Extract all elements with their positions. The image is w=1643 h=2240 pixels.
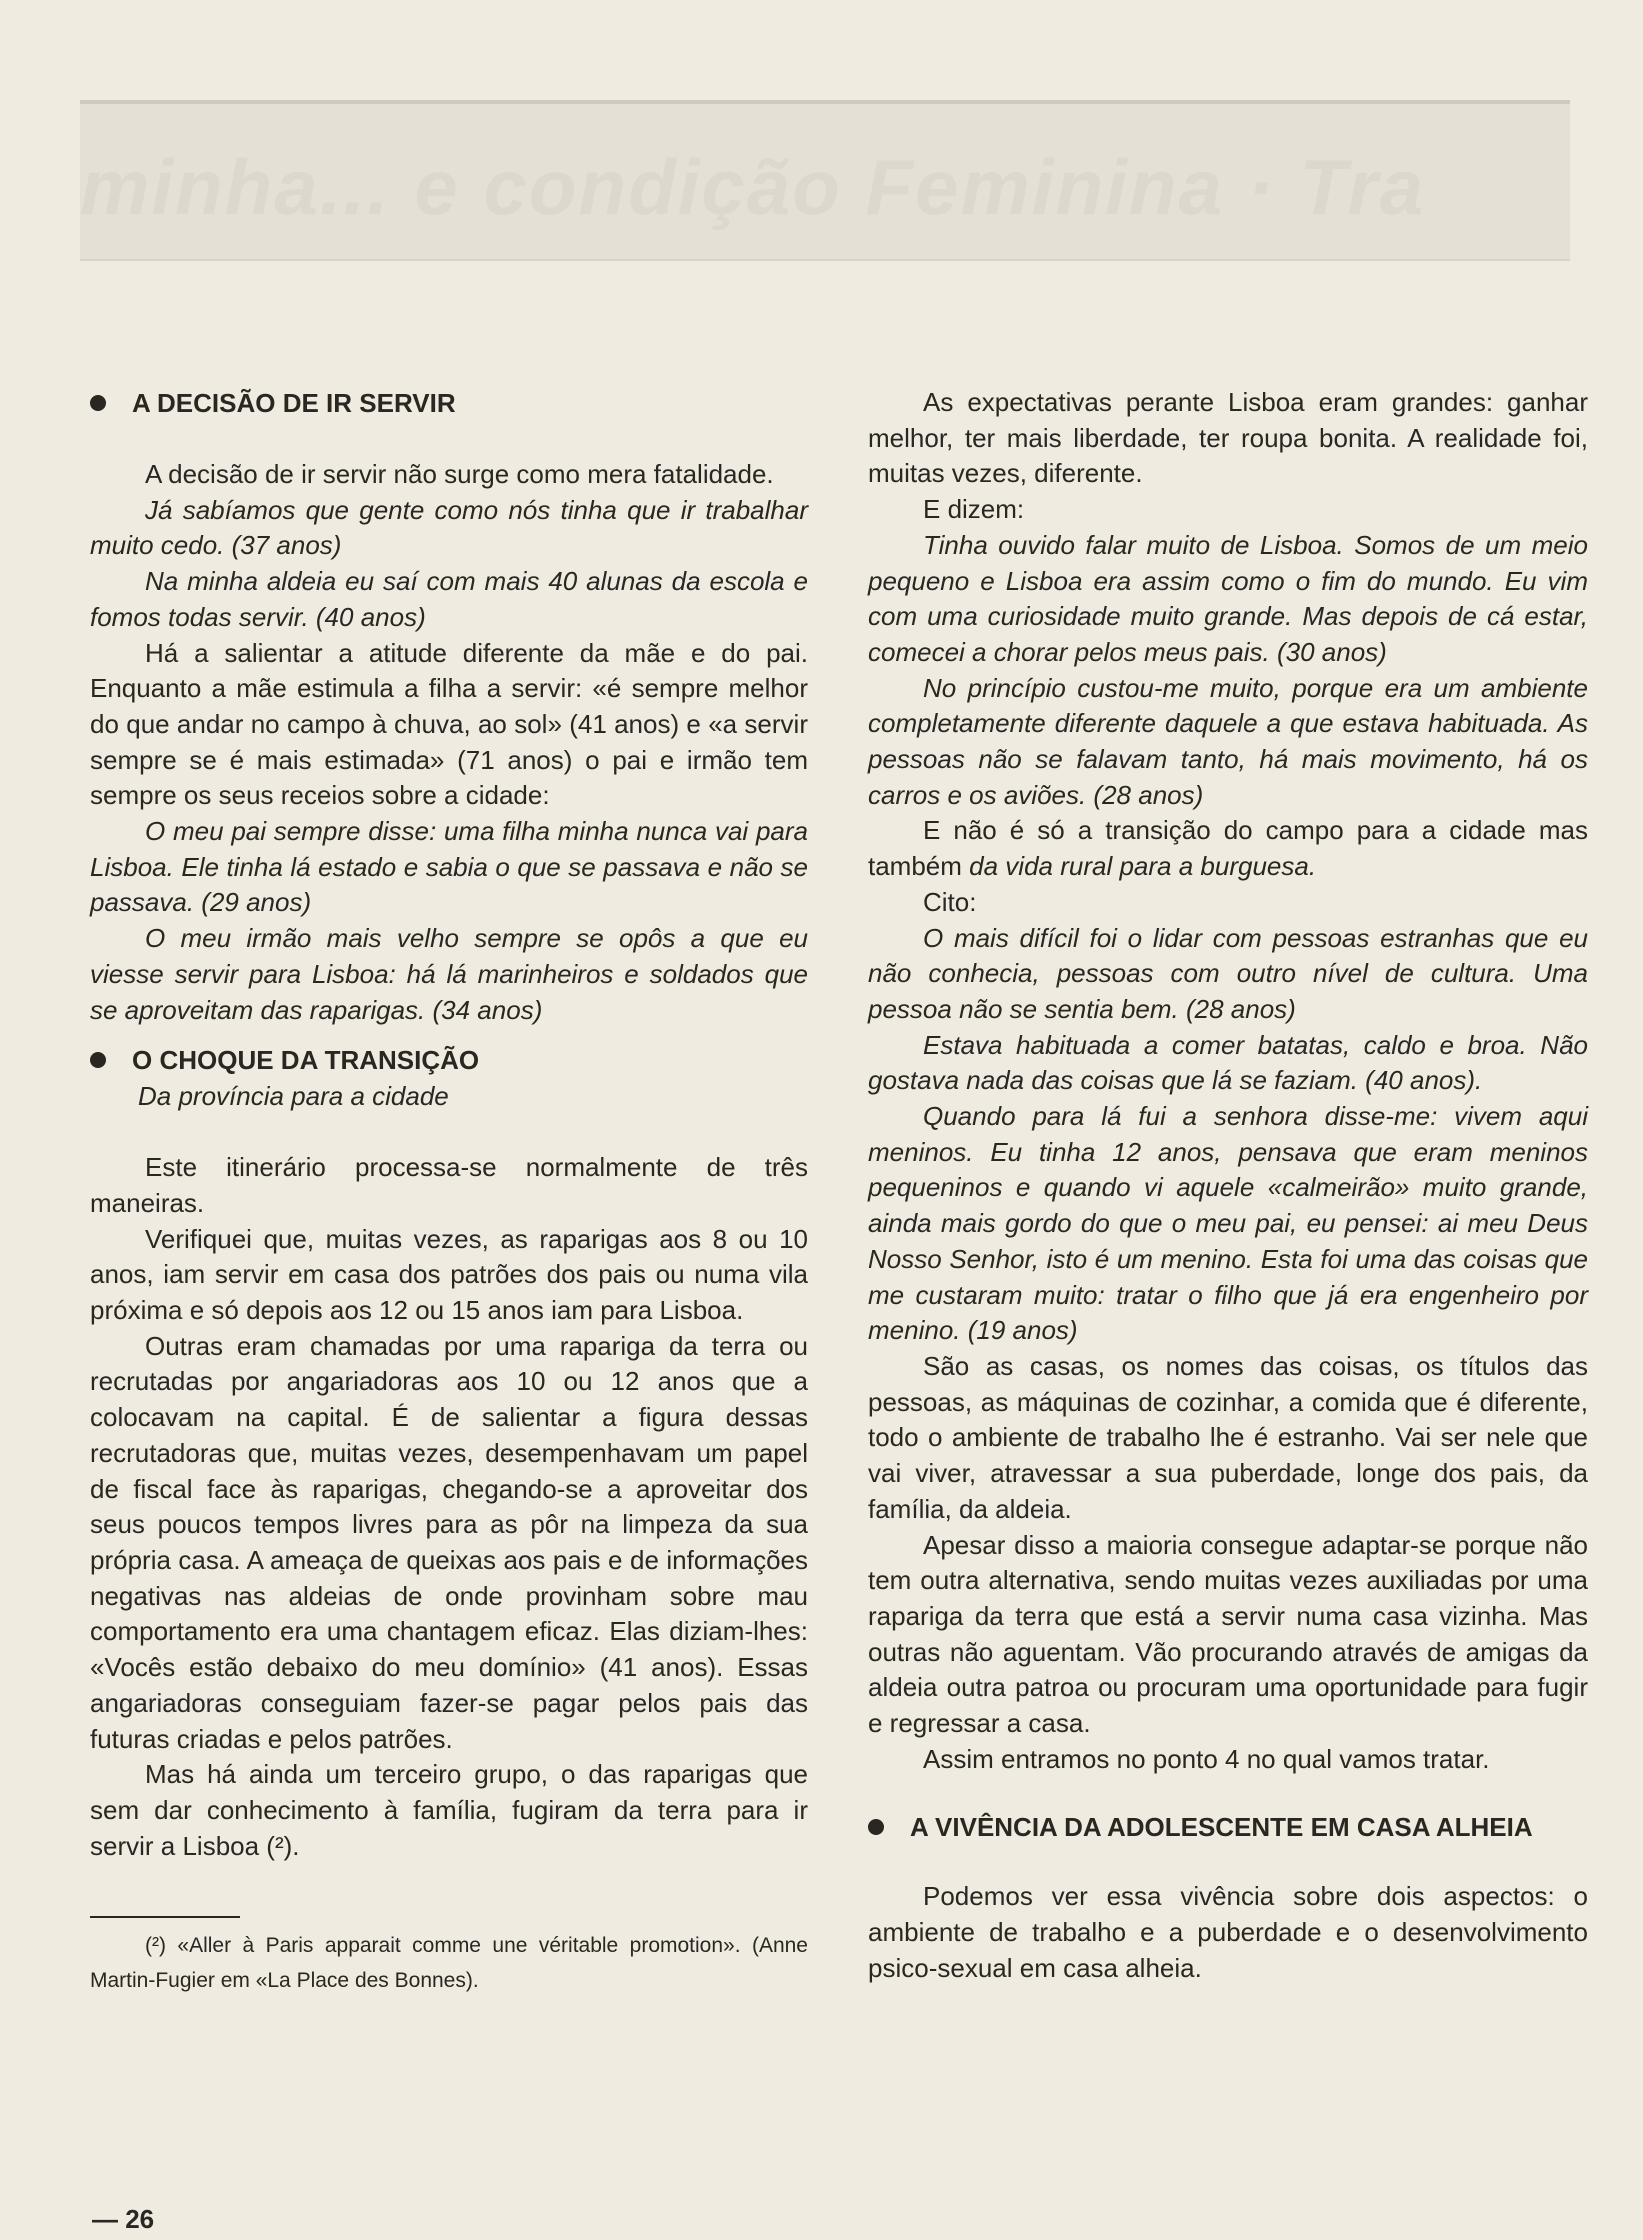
- banner-title: minha... e condição Feminina · Tra: [80, 143, 1426, 231]
- paragraph: E dizem:: [923, 494, 1025, 525]
- quote: Na minha aldeia eu saí com mais 40 alunas da escola e fomos todas servir. (40 anos): [90, 566, 808, 632]
- paragraph: [868, 813, 1588, 884]
- paragraph-text: E não é só a transição do campo para a cidade mas também: [868, 815, 1588, 882]
- footnote-divider: [90, 1916, 240, 1918]
- section-heading-text: O CHOQUE DA TRANSIÇÃO: [132, 1045, 480, 1076]
- paragraph: Mas há ainda um terceiro grupo, o das raparigas que sem dar conhecimento à família, fugiram da terra para ir servir a Lisboa (²).: [90, 1759, 808, 1861]
- quote: Já sabíamos que gente como nós tinha que ir trabalhar muito cedo. (37 anos): [90, 494, 808, 561]
- header-banner: [80, 100, 1570, 261]
- quote: O mais difícil foi o lidar com pessoas estranhas que eu não conhecia, pessoas com outro nível de cultura. Uma pessoa não se sentia bem. (28 anos): [868, 922, 1588, 1024]
- quote: O meu pai sempre disse: uma filha minha nunca vai para Lisboa. Ele tinha lá estado e sabia o que se passava e não se passava. (29 anos): [90, 816, 808, 918]
- section-subheading: Da província para a cidade: [138, 1081, 449, 1112]
- right-column: [868, 385, 1588, 1987]
- quote: O meu irmão mais velho sempre se opôs a que eu viesse servir para Lisboa: há lá marinheiros e soldados que se aproveitam das raparigas. (34 anos): [90, 923, 808, 1025]
- paragraph: Assim entramos no ponto 4 no qual vamos tratar.: [923, 1743, 1490, 1774]
- paragraph: Outras eram chamadas por uma rapariga da terra ou recrutadas por angariadoras aos 10 ou 12 anos que a colocavam na capital. É de salientar a figura dessas recrutadoras que, muitas vezes, desempenhavam um papel de fiscal face às raparigas, chegando-se a aproveitar dos seus poucos tempos livres para as pôr na limpeza da sua própria casa. A ameaça de queixas aos pais e de informações negativas nas aldeias de onde provinham sobre mau comportamento era uma chantagem eficaz. Elas diziam-lhes: «Vocês estão debaixo do meu domínio» (41 anos). Essas angariadoras conseguiam fazer-se pagar pelos pais das futuras criadas e pelos patrões.: [90, 1330, 808, 1754]
- section-heading-text: A DECISÃO DE IR SERVIR: [132, 388, 456, 418]
- section-heading-choque: [90, 1042, 808, 1078]
- quote: No princípio custou-me muito, porque era um ambiente completamente diferente daquele a que estava habituada. As pessoas não se falavam tanto, há mais movimento, há os carros e os aviões. (28 anos): [868, 672, 1588, 810]
- emphasis-text: da vida rural para a burguesa.: [969, 851, 1317, 882]
- bullet-icon: [90, 395, 106, 411]
- paragraph: Este itinerário processa-se normalmente de três maneiras.: [90, 1152, 808, 1218]
- section-heading-vivencia: [868, 1809, 1588, 1845]
- paragraph: Verifiquei que, muitas vezes, as raparigas aos 8 ou 10 anos, iam servir em casa dos patrões dos pais ou numa vila próxima e só depois aos 12 ou 15 anos iam para Lisboa.: [90, 1223, 808, 1326]
- bullet-icon: [90, 1052, 106, 1068]
- left-column: [90, 385, 808, 1998]
- paragraph: São as casas, os nomes das coisas, os títulos das pessoas, as máquinas de cozinhar, a comida que é diferente, todo o ambiente de trabalho lhe é estranho. Vai ser nele que vai viver, atravessar a sua puberdade, longe dos pais, da família, da aldeia.: [868, 1350, 1588, 1524]
- section-heading-text: A VIVÊNCIA DA ADOLESCENTE EM CASA ALHEIA: [910, 1812, 1533, 1843]
- paragraph: As expectativas perante Lisboa eram grandes: ganhar melhor, ter mais liberdade, ter roupa bonita. A realidade foi, muitas vezes, diferente.: [868, 387, 1588, 489]
- bullet-icon: [868, 1819, 884, 1835]
- paragraph: Cito:: [923, 886, 977, 917]
- quote: Tinha ouvido falar muito de Lisboa. Somos de um meio pequeno e Lisboa era assim como o fim do mundo. Eu vim com uma curiosidade muito grande. Mas depois de cá estar, comecei a chorar pelos meus pais. (30 anos): [868, 529, 1588, 667]
- paragraph: Podemos ver essa vivência sobre dois aspectos: o ambiente de trabalho e a puberdade e o desenvolvimento psico-sexual em casa alheia.: [868, 1881, 1588, 1983]
- paragraph: Apesar disso a maioria consegue adaptar-se porque não tem outra alternativa, sendo muitas vezes auxiliadas por uma rapariga da terra que está a servir numa casa vizinha. Mas outras não aguentam. Vão procurando através de amigas da aldeia outra patroa ou procuram uma oportunidade para fugir e regressar a casa.: [868, 1529, 1588, 1739]
- section-heading-decisao: [90, 385, 808, 421]
- quote: Estava habituada a comer batatas, caldo e broa. Não gostava nada das coisas que lá se faziam. (40 anos).: [868, 1029, 1588, 1096]
- page-number: — 26: [92, 2204, 155, 2234]
- quote: Quando para lá fui a senhora disse-me: vivem aqui meninos. Eu tinha 12 anos, pensava que eram meninos pequeninos e quando vi aquele «calmeirão» muito grande, ainda mais gordo do que o meu pai, eu pensei: ai meu Deus Nosso Senhor, isto é um menino. Esta foi uma das coisas que me custaram muito: tratar o filho que já era engenheiro por menino. (19 anos): [868, 1101, 1588, 1346]
- paragraph: A decisão de ir servir não surge como mera fatalidade.: [145, 459, 774, 489]
- paragraph: Há a salientar a atitude diferente da mãe e do pai. Enquanto a mãe estimula a filha a servir: «é sempre melhor do que andar no campo à chuva, ao sol» (41 anos) e «a servir sempre se é mais estimada» (71 anos) o pai e irmão tem sempre os seus receios sobre a cidade:: [90, 637, 808, 811]
- footnote: (²) «Aller à Paris apparait comme une véritable promotion». (Anne Martin-Fugier em «La Place des Bonnes).: [90, 1934, 808, 1993]
